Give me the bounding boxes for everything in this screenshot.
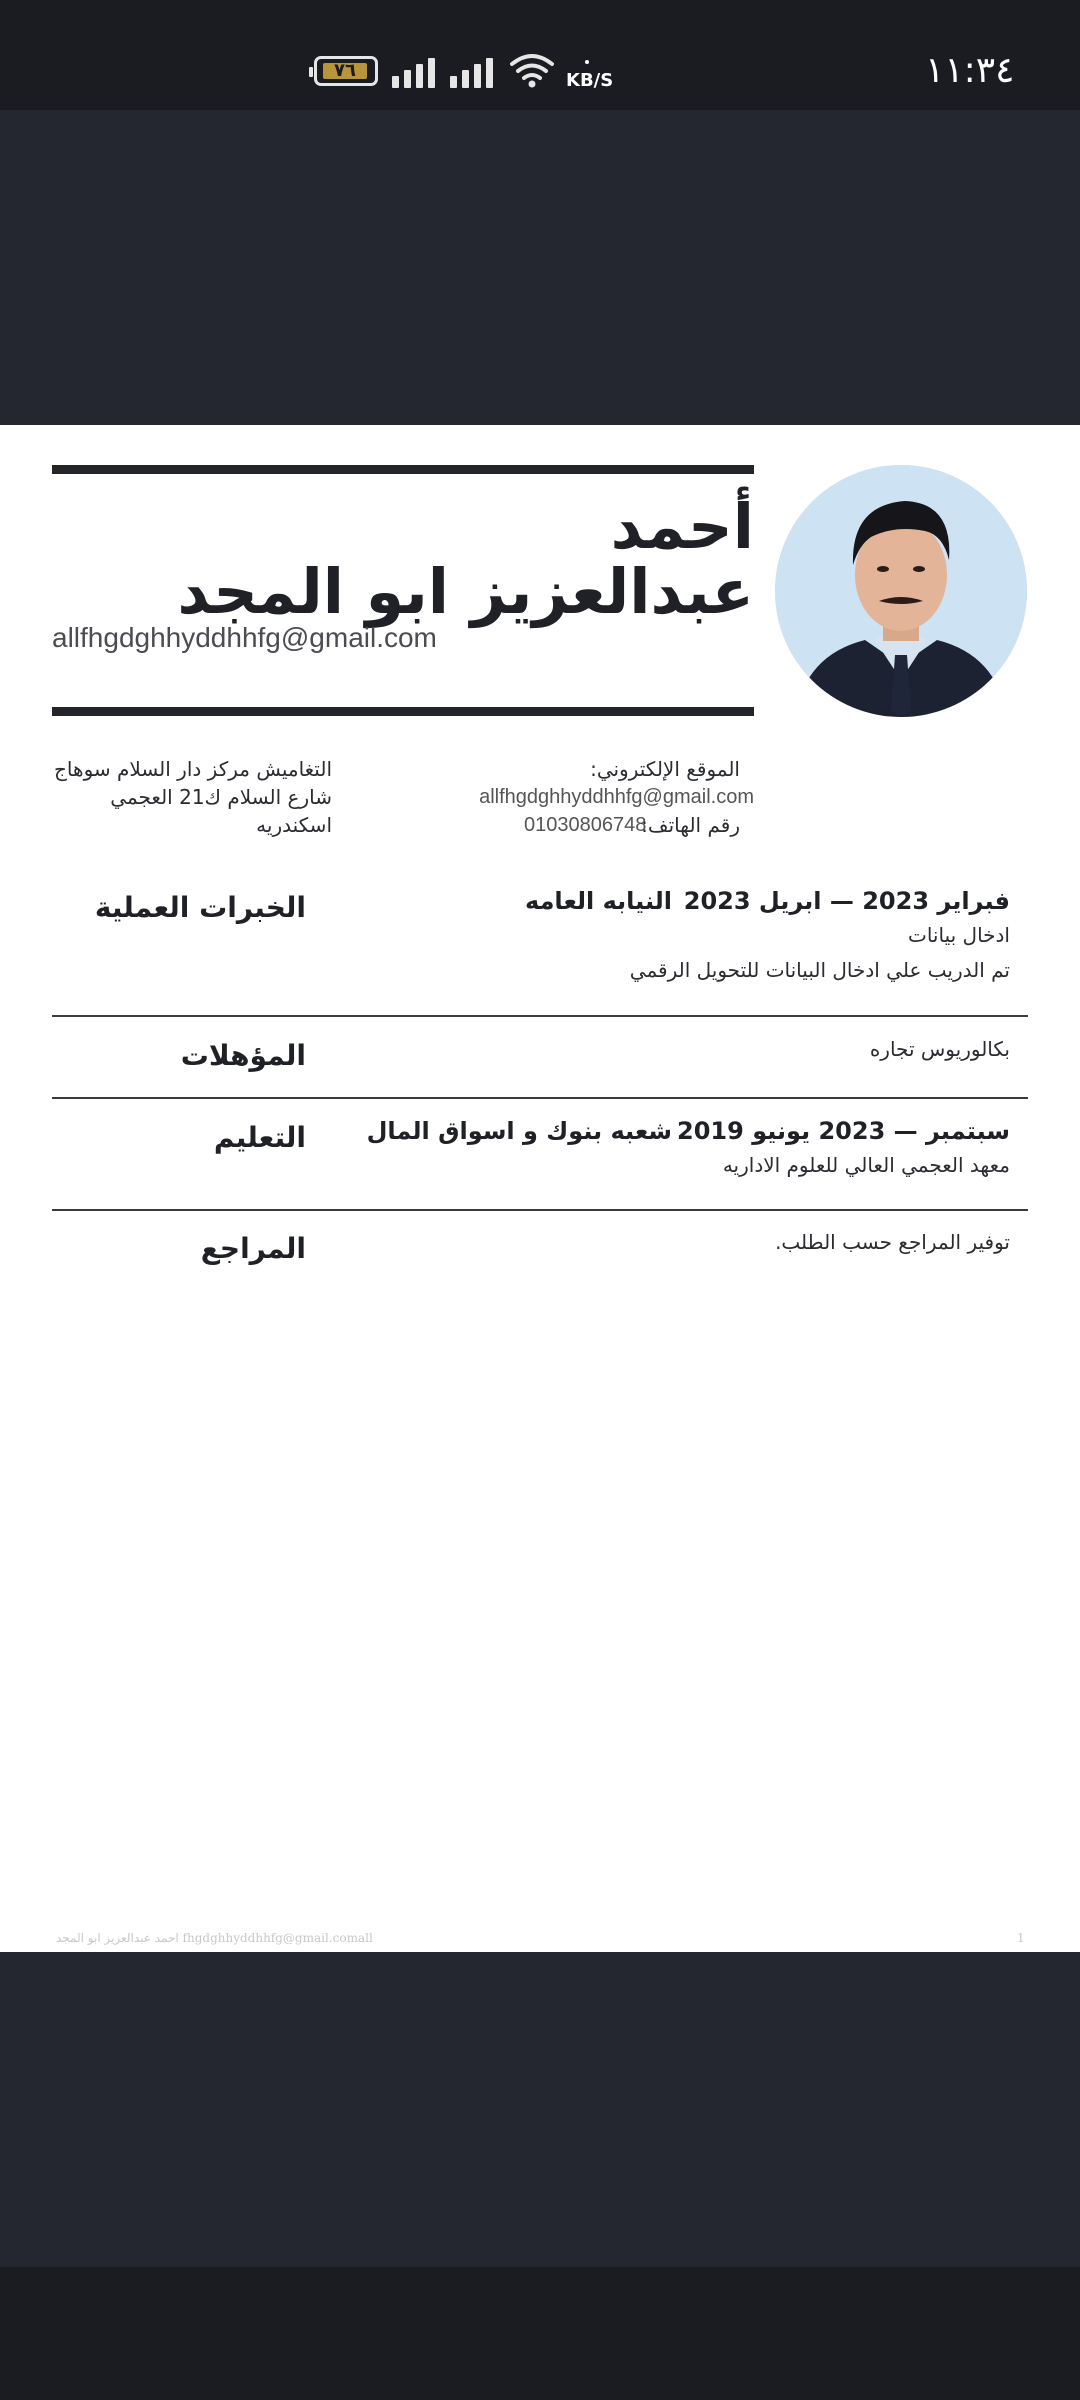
header-top-rule xyxy=(52,465,754,474)
net-speed: KB/S xyxy=(566,70,614,91)
experience-desc: تم الدريب علي ادخال البيانات للتحويل الرقمي xyxy=(629,958,1010,982)
address-line-3: اسكندريه xyxy=(256,813,332,837)
battery-icon xyxy=(314,56,378,86)
clock: ١١:٣٤ xyxy=(925,50,1015,91)
page-footer: احمد عبدالعزيز ابو المجد fhgdghhyddhhfg@gmail.comall xyxy=(56,1931,373,1945)
education-program: شعبه بنوك و اسواق المال xyxy=(366,1117,672,1145)
viewer-bottom-margin xyxy=(0,1952,1080,2267)
experience-org: النيابه العامه xyxy=(525,887,672,915)
section-divider xyxy=(52,1015,1028,1017)
experience-role: ادخال بيانات xyxy=(908,923,1010,947)
wifi-icon xyxy=(508,50,556,90)
signal-1-icon xyxy=(392,56,438,88)
data-activity-icon xyxy=(585,60,589,64)
section-divider xyxy=(52,1209,1028,1211)
battery-level: ٧٦ xyxy=(334,60,356,81)
website-value[interactable]: allfhgdghhyddhhfg@gmail.com xyxy=(479,786,754,808)
navigation-bar xyxy=(0,2267,1080,2400)
experience-dates: فبراير 2023 — ابريل 2023 xyxy=(683,887,1010,915)
education-school: معهد العجمي العالي للعلوم الاداريه xyxy=(722,1153,1010,1177)
cv-page[interactable] xyxy=(0,425,1080,1952)
references-text: توفير المراجع حسب الطلب. xyxy=(775,1230,1010,1254)
page-number: 1 xyxy=(1017,1931,1025,1945)
profile-photo xyxy=(775,465,1027,717)
section-title-references: المراجع xyxy=(200,1232,306,1265)
phone-label: رقم الهاتف: xyxy=(641,813,740,837)
name-last: عبدالعزيز ابو المجد xyxy=(177,555,754,628)
section-title-qualifications: المؤهلات xyxy=(180,1039,306,1072)
name-first: أحمد xyxy=(610,490,754,563)
address-line-2: شارع السلام ك21 العجمي xyxy=(110,785,332,809)
section-title-education: التعليم xyxy=(213,1121,306,1154)
section-title-experience: الخبرات العملية xyxy=(94,891,306,924)
viewer-top-margin xyxy=(0,110,1080,425)
signal-2-icon xyxy=(450,56,496,88)
website-label: الموقع الإلكتروني: xyxy=(590,757,740,781)
section-divider xyxy=(52,1097,1028,1099)
qualification-item: بكالوريوس تجاره xyxy=(869,1037,1010,1061)
address-line-1: التغاميش مركز دار السلام سوهاج xyxy=(54,757,332,781)
header-bottom-rule xyxy=(52,707,754,716)
header-email: allfhgdghhyddhhfg@gmail.com xyxy=(52,622,437,653)
status-bar xyxy=(0,0,1080,110)
phone-value[interactable]: 01030806748 xyxy=(524,814,647,836)
education-dates: 2019 سبتمبر — 2023 يونيو xyxy=(677,1117,1010,1145)
